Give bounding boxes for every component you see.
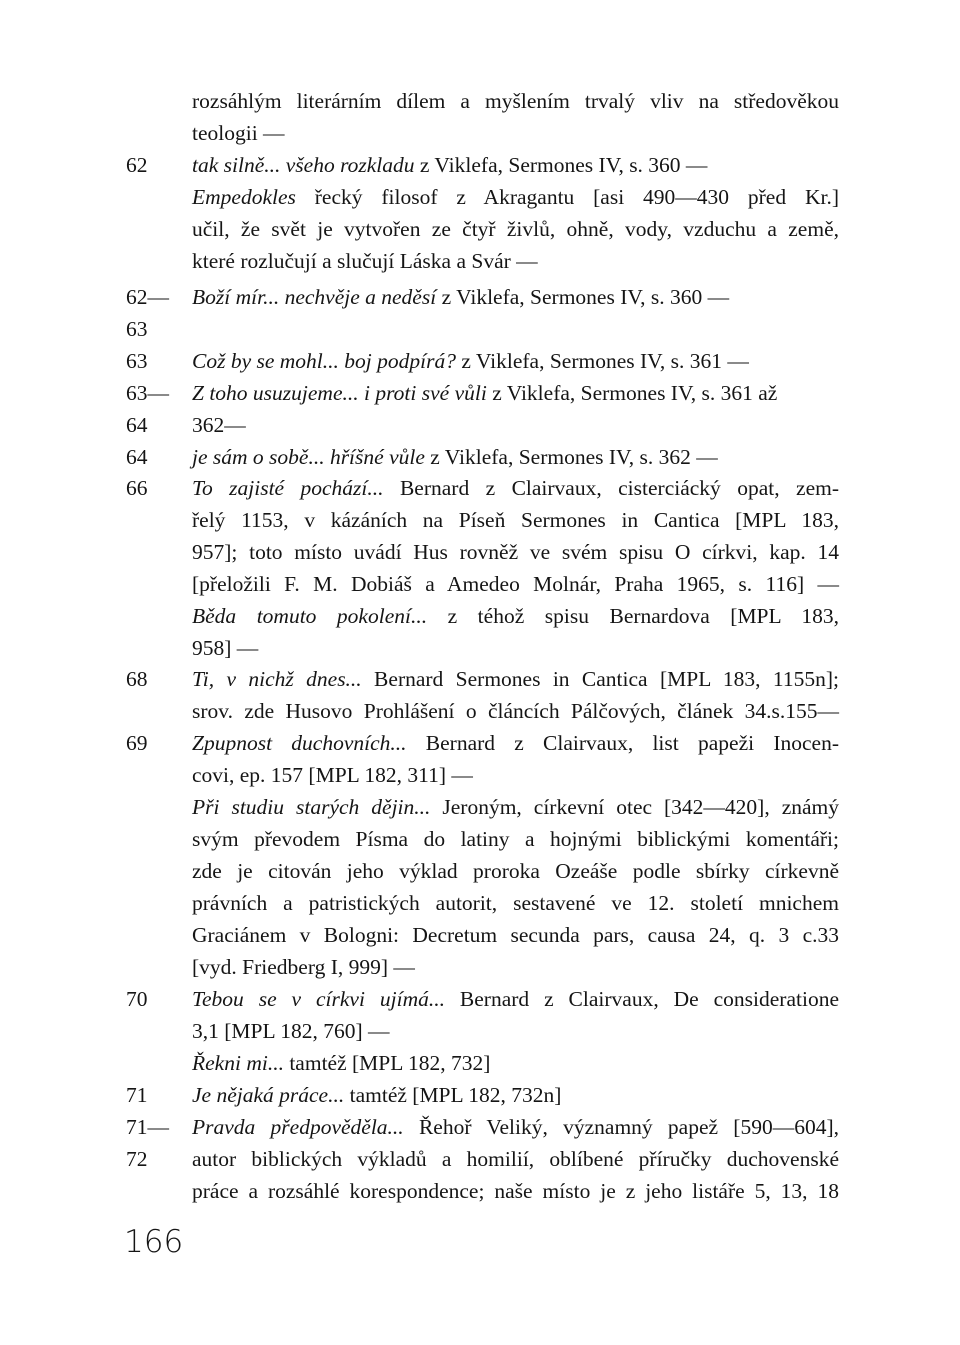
note-run: z Viklefa, Sermones IV, s. 361 až [486, 381, 778, 405]
page-reference: 66 [126, 476, 148, 500]
note-run: Bernard Sermones in Cantica [MPL 183, 1155n]; [361, 667, 839, 691]
page-reference: 63— [126, 381, 169, 405]
note-run: řecký filosof z Akragantu [asi 490—430 před Kr.] [295, 185, 839, 209]
note-text [192, 281, 729, 313]
page-reference: 71— [126, 1115, 169, 1139]
note-line [0, 213, 960, 245]
note-text [192, 117, 285, 149]
note-run: z Viklefa, Sermones IV, s. 360 — [436, 285, 730, 309]
page-reference: 70 [126, 987, 148, 1011]
note-line [0, 345, 960, 377]
note-text [192, 1015, 389, 1047]
note-line [0, 600, 960, 632]
note-text [192, 887, 839, 919]
page-reference: 64 [126, 445, 148, 469]
note-run: srov. zde Husovo Prohlášení o článcích Pálčových, článek 34.s.155— [192, 699, 839, 723]
note-text [192, 1175, 839, 1207]
page-reference: 68 [126, 667, 148, 691]
page-reference: 72 [126, 1147, 148, 1171]
note-run: teologii — [192, 121, 285, 145]
quoted-lemma: Běda tomuto pokolení... [192, 604, 428, 628]
note-run: svým převodem Písma do latiny a hojnými biblickými komentáři; [192, 827, 839, 851]
note-text [192, 983, 839, 1015]
note-text [192, 1143, 839, 1175]
note-run: z Viklefa, Sermones IV, s. 360 — [414, 153, 708, 177]
note-run: z Viklefa, Sermones IV, s. 362 — [424, 445, 718, 469]
note-line [0, 1015, 960, 1047]
note-run: covi, ep. 157 [MPL 182, 311] — [192, 763, 473, 787]
note-line [0, 181, 960, 213]
note-line [0, 887, 960, 919]
note-line [0, 727, 960, 759]
note-line [0, 377, 960, 409]
note-run: Bernard z Clairvaux, De consideratione [444, 987, 839, 1011]
note-line [0, 951, 960, 983]
page-reference: 62 [126, 153, 148, 177]
note-run: zde je citován jeho výklad proroka Ozeáše podle sbírky církevně [192, 859, 839, 883]
note-line [0, 823, 960, 855]
note-text [192, 441, 718, 473]
note-text [192, 1079, 561, 1111]
note-text [192, 213, 839, 245]
note-line [0, 441, 960, 473]
note-line [0, 1047, 960, 1079]
note-line [0, 759, 960, 791]
note-run: z Viklefa, Sermones IV, s. 361 — [455, 349, 749, 373]
note-run: práce a rozsáhlé korespondence; naše místo je z jeho listáře 5, 13, 18 [192, 1179, 839, 1203]
note-line [0, 313, 960, 345]
note-text [192, 149, 707, 181]
note-run: [vyd. Friedberg I, 999] — [192, 955, 415, 979]
note-line [0, 1079, 960, 1111]
quoted-lemma: Pravda předpověděla... [192, 1115, 404, 1139]
quoted-lemma: Je nějaká práce... [192, 1083, 345, 1107]
note-text [192, 919, 839, 951]
page-reference: 64 [126, 413, 148, 437]
quoted-lemma: To zajisté pochází... [192, 476, 384, 500]
note-line [0, 536, 960, 568]
note-text [192, 377, 777, 409]
note-text [192, 245, 538, 277]
note-run: autor biblických výkladů a homilií, oblíbené příručky duchovenské [192, 1147, 839, 1171]
note-run: 362— [192, 413, 246, 437]
quoted-lemma: Což by se mohl... boj podpírá? [192, 349, 456, 373]
note-text [192, 504, 839, 536]
note-run: Graciánem v Bologni: Decretum secunda pars, causa 24, q. 3 c.33 [192, 923, 839, 947]
page-reference: 62— [126, 285, 169, 309]
note-run: tamtéž [MPL 182, 732] [283, 1051, 491, 1075]
note-line [0, 504, 960, 536]
note-line [0, 472, 960, 504]
note-run: z téhož spisu Bernardova [MPL 183, [427, 604, 839, 628]
note-run: řelý 1153, v kázáních na Píseň Sermones in Cantica [MPL 183, [192, 508, 839, 532]
note-text [192, 791, 839, 823]
note-line [0, 919, 960, 951]
note-line [0, 245, 960, 277]
note-text [192, 568, 839, 600]
note-line [0, 117, 960, 149]
note-run: Jeroným, církevní otec [342—420], známý [430, 795, 839, 819]
note-text [192, 855, 839, 887]
note-run: 958] — [192, 636, 259, 660]
quoted-lemma: Ti, v nichž dnes... [192, 667, 362, 691]
note-text [192, 951, 415, 983]
page-reference: 71 [126, 1083, 148, 1107]
page-number: 166 [124, 1224, 184, 1260]
note-line [0, 695, 960, 727]
note-line [0, 149, 960, 181]
note-text [192, 600, 839, 632]
note-text [192, 663, 839, 695]
quoted-lemma: Z toho usuzujeme... i proti své vůli [192, 381, 487, 405]
quoted-lemma: je sám o sobě... hříšné vůle [192, 445, 425, 469]
note-line [0, 791, 960, 823]
page-reference: 63 [126, 349, 148, 373]
note-text [192, 632, 258, 664]
note-text [192, 727, 839, 759]
note-run: [přeložili F. M. Dobiáš a Amedeo Molnár, Praha 1965, s. 116] — [192, 572, 839, 596]
quoted-lemma: Zpupnost duchovních... [192, 731, 407, 755]
note-run: tamtéž [MPL 182, 732n] [344, 1083, 562, 1107]
quoted-lemma: Řekni mi... [192, 1051, 284, 1075]
note-text [192, 1047, 490, 1079]
quoted-lemma: Tebou se v církvi ujímá... [192, 987, 445, 1011]
note-line [0, 983, 960, 1015]
note-line [0, 1143, 960, 1175]
note-line [0, 409, 960, 441]
note-run: 957]; toto místo uvádí Hus rovněž ve svém spisu O církvi, kap. 14 [192, 540, 839, 564]
note-text [192, 472, 839, 504]
note-run: Řehoř Veliký, významný papež [590—604], [403, 1115, 839, 1139]
note-run: Bernard z Clairvaux, cisterciácký opat, zem- [383, 476, 839, 500]
note-text [192, 85, 839, 117]
note-run: učil, že svět je vytvořen ze čtyř živlů, ohně, vody, vzduchu a země, [192, 217, 839, 241]
note-run: Bernard z Clairvaux, list papeži Inocen- [406, 731, 839, 755]
note-run: právních a patristických autorit, sestavené ve 12. století mnichem [192, 891, 839, 915]
note-text [192, 695, 839, 727]
quoted-lemma: Empedokles [192, 185, 296, 209]
note-line [0, 663, 960, 695]
note-line [0, 632, 960, 664]
note-line [0, 855, 960, 887]
note-text [192, 181, 839, 213]
note-text [192, 536, 839, 568]
quoted-lemma: Boží mír... nechvěje a neděsí [192, 285, 437, 309]
quoted-lemma: Při studiu starých dějin... [192, 795, 431, 819]
quoted-lemma: tak silně... všeho rozkladu [192, 153, 415, 177]
note-line [0, 1175, 960, 1207]
note-line [0, 1111, 960, 1143]
note-run: které rozlučují a slučují Láska a Svár — [192, 249, 538, 273]
note-text [192, 823, 839, 855]
note-line [0, 85, 960, 117]
note-run: 3,1 [MPL 182, 760] — [192, 1019, 390, 1043]
note-text [192, 759, 473, 791]
note-text [192, 345, 749, 377]
note-line [0, 281, 960, 313]
note-line [0, 568, 960, 600]
note-text [192, 1111, 839, 1143]
note-text [192, 409, 246, 441]
page-reference: 69 [126, 731, 148, 755]
note-run: rozsáhlým literárním dílem a myšlením trvalý vliv na středověkou [192, 89, 839, 113]
page-reference: 63 [126, 317, 148, 341]
